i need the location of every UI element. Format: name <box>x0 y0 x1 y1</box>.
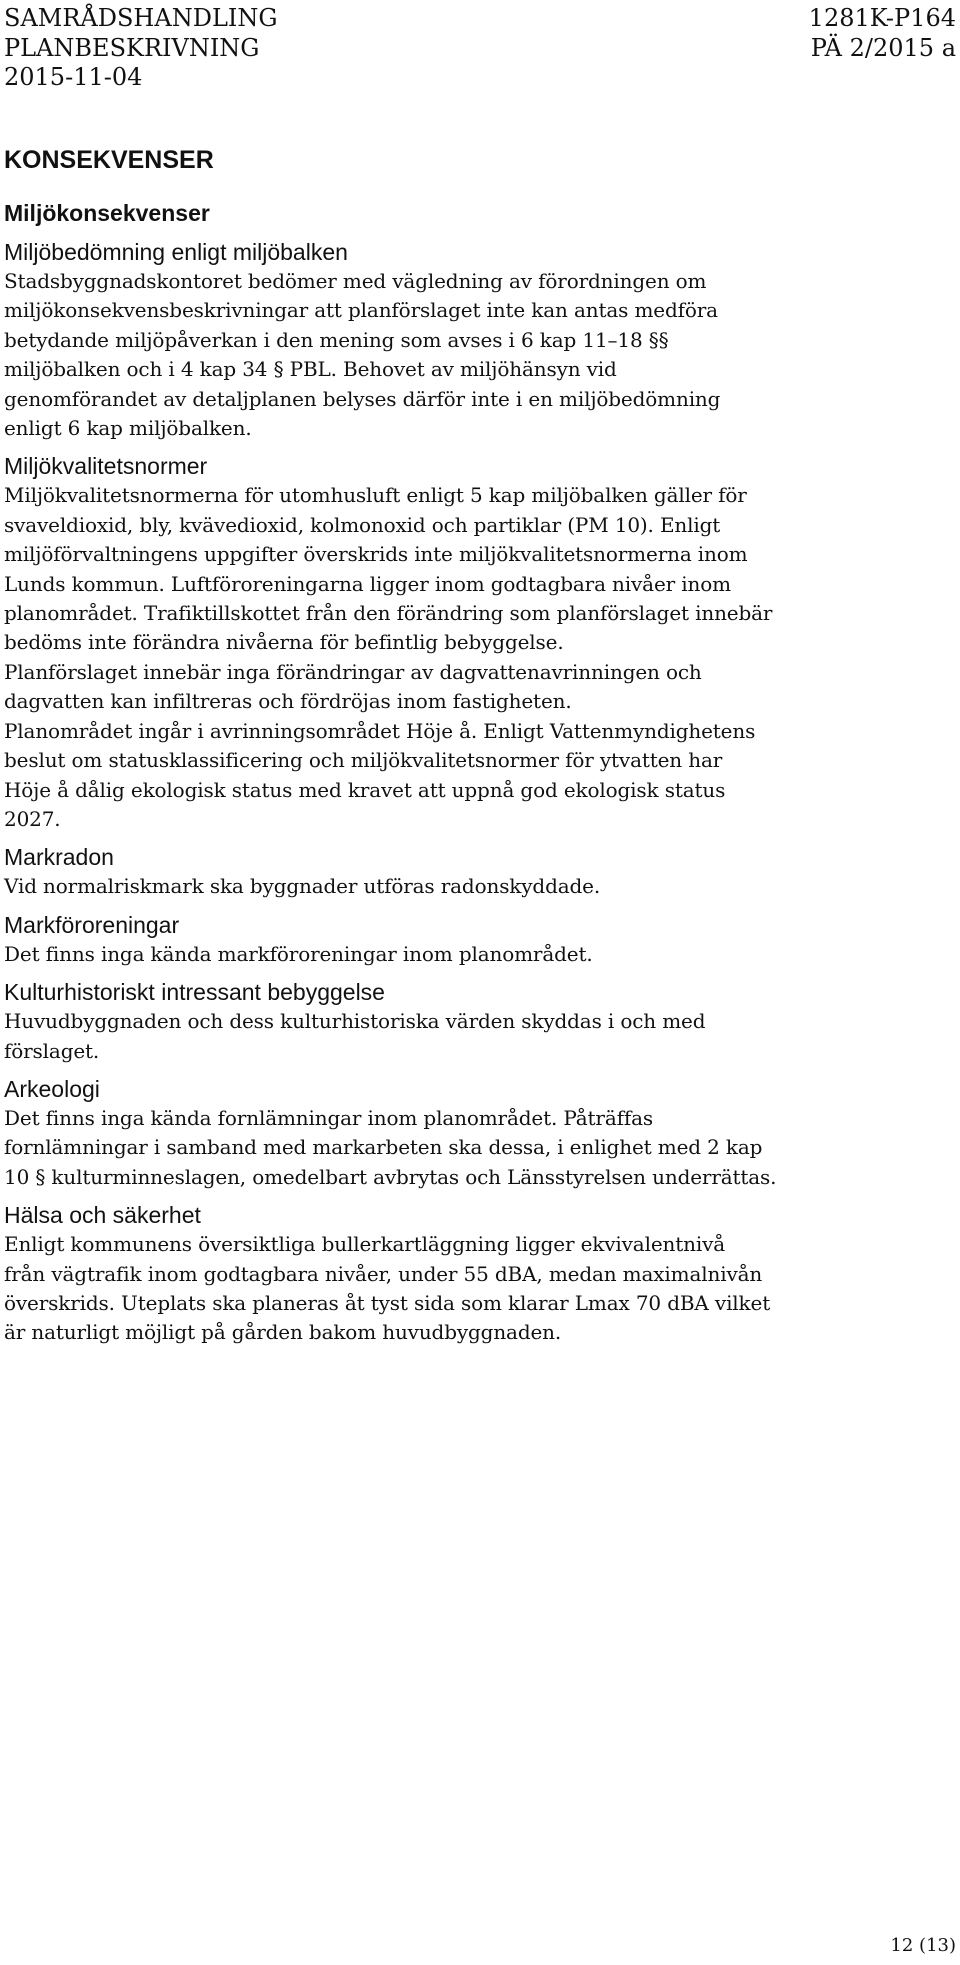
block-miljobedomning <box>4 238 956 443</box>
heading-kulturhistoriskt: Kulturhistoriskt intressant bebyggelse <box>4 979 385 1006</box>
header-plan-number: 1281K-P164 <box>808 4 956 32</box>
paragraph-markradon: Vid normalriskmark ska byggnader utföras radonskyddade. <box>4 874 601 899</box>
paragraph-markfororeningar: Det finns inga kända markföroreningar inom planområdet. <box>4 941 593 966</box>
page-number: 12 (13) <box>890 1935 956 1956</box>
header-document-type: PLANBESKRIVNING <box>4 33 260 62</box>
subsection-title: Miljökonsekvenser <box>4 200 210 226</box>
section-title: KONSEKVENSER <box>4 146 214 174</box>
page-header <box>4 4 956 93</box>
header-row-3 <box>4 63 956 93</box>
block-halsa-sakerhet <box>4 1201 956 1348</box>
paragraph-arkeologi: Det finns inga kända fornlämningar inom planområdet. Påträffas fornlämningar i samband med markarbeten ska dessa, i enlighet med 2 kap 10 § kulturminneslagen, omedelbart avbrytas och Länsstyrelsen underrättas. <box>4 1105 777 1189</box>
block-kulturhistoriskt <box>4 978 956 1066</box>
block-arkeologi <box>4 1075 956 1192</box>
block-miljokvalitetsnormer <box>4 452 956 834</box>
heading-markfororeningar: Markföroreningar <box>4 911 180 938</box>
paragraph-dagvatten: Planförslaget innebär inga förändringar av dagvattenavrinningen och dagvatten kan infiltreras och fördröjas inom fastigheten. <box>4 659 702 714</box>
header-document-status: SAMRÅDSHANDLING <box>4 4 278 32</box>
paragraph-hoje-a: Planområdet ingår i avrinningsområdet Höje å. Enligt Vattenmyndighetens beslut om statusklassificering och miljökvalitetsnormer för ytvatten har Höje å dålig ekologisk status med kravet att uppnå god ekologisk status 2027. <box>4 718 756 831</box>
paragraph-miljobedomning: Stadsbyggnadskontoret bedömer med vägledning av förordningen om miljökonsekvensbeskrivningar att planförslaget inte kan antas medföra betydande miljöpåverkan i den mening som avses i 6 kap 11–18 §§ miljöbalken och i 4 kap 34 § PBL. Behovet av miljöhänsyn vid genomförandet av detaljplanen belyses därför inte i en miljöbedömning enligt 6 kap miljöbalken. <box>4 269 721 441</box>
block-markfororeningar <box>4 911 956 969</box>
paragraph-halsa-sakerhet: Enligt kommunens översiktliga bullerkartläggning ligger ekvivalentnivå från vägtrafik inom godtagbara nivåer, under 55 dBA, medan maximalnivån överskrids. Uteplats ska planeras åt tyst sida som klarar Lmax 70 dBA vilket är naturligt möjligt på gården bakom huvudbyggnaden. <box>4 1232 771 1345</box>
header-case-number: PÄ 2/2015 a <box>810 33 956 62</box>
header-row-2 <box>4 34 956 64</box>
heading-markradon: Markradon <box>4 844 114 871</box>
heading-halsa-sakerhet: Hälsa och säkerhet <box>4 1202 201 1229</box>
document-body <box>4 144 956 1348</box>
heading-arkeologi: Arkeologi <box>4 1075 100 1102</box>
block-markradon <box>4 843 956 901</box>
paragraph-kulturhistoriskt: Huvudbyggnaden och dess kulturhistoriska värden skyddas i och med förslaget. <box>4 1009 706 1063</box>
heading-miljobedomning: Miljöbedömning enligt miljöbalken <box>4 239 348 265</box>
header-row-1 <box>4 4 956 34</box>
header-date: 2015-11-04 <box>4 63 143 91</box>
paragraph-miljokvalitetsnormer: Miljökvalitetsnormerna för utomhusluft enligt 5 kap miljöbalken gäller för svaveldioxid, bly, kvävedioxid, kolmonoxid och partiklar (PM 10). Enligt miljöförvaltningens uppgifter överskrids inte miljökvalitetsnormerna inom Lunds kommun. Luftföroreningarna ligger inom godtagbara nivåer inom planområdet. Trafiktillskottet från den förändring som planförslaget innebär bedöms inte förändra nivåerna för befintlig bebyggelse. <box>4 483 773 655</box>
heading-miljokvalitetsnormer: Miljökvalitetsnormer <box>4 453 208 480</box>
